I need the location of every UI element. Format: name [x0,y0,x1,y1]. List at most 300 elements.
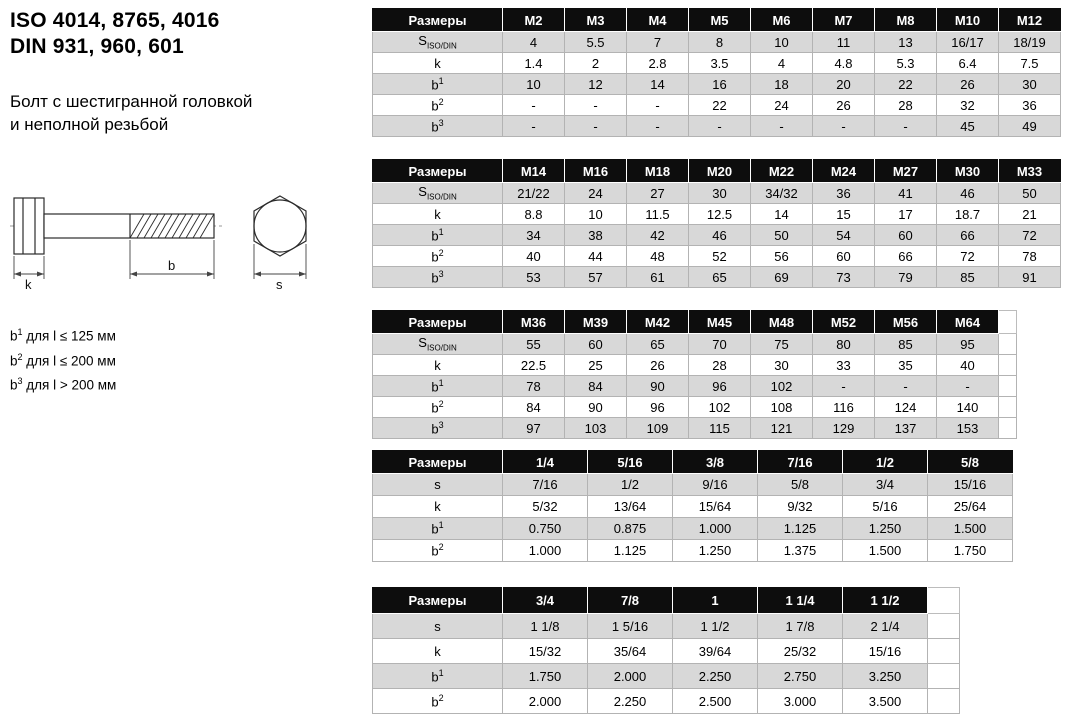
header-cell-size: M52 [813,311,875,334]
header-cell-size: 1 1/4 [758,588,843,614]
value-cell: 1 7/8 [758,614,843,639]
value-cell: 30 [689,183,751,204]
data-row [373,418,1017,439]
value-cell: 70 [689,334,751,355]
value-cell: 1.750 [503,664,588,689]
header-cell-size: M14 [503,160,565,183]
value-cell: 65 [627,334,689,355]
value-cell: 72 [999,225,1061,246]
value-cell: - [751,116,813,137]
value-cell: 73 [813,267,875,288]
row-label: $b^2$ [373,246,503,267]
title-din: DIN 931, 960, 601 [10,35,184,58]
value-cell: 61 [627,267,689,288]
value-cell [928,639,960,664]
note-b1: $b^1$ для l ≤ 125 мм [10,327,116,344]
row-label: $b^2$ [373,397,503,418]
data-row [373,267,1061,288]
value-cell: 5/32 [503,496,588,518]
value-cell: 18/19 [999,32,1061,53]
value-cell: 91 [999,267,1061,288]
header-cell-size: M42 [627,311,689,334]
row-label: $b^1$ [373,376,503,397]
value-cell: 34/32 [751,183,813,204]
value-cell: 57 [565,267,627,288]
value-cell: 0.875 [588,518,673,540]
value-cell [999,418,1017,439]
row-label: $b^1$ [373,74,503,95]
header-cell-label: Размеры [373,451,503,474]
header-row [373,588,960,614]
value-cell: 9/32 [758,496,843,518]
value-cell: 38 [565,225,627,246]
value-cell: - [813,376,875,397]
value-cell: 13/64 [588,496,673,518]
data-row [373,518,1013,540]
data-row [373,639,960,664]
header-cell-size: M48 [751,311,813,334]
value-cell: 26 [937,74,999,95]
value-cell: 60 [813,246,875,267]
dim-s-label: s [276,277,283,292]
value-cell: 1.375 [758,540,843,562]
value-cell: 10 [565,204,627,225]
value-cell: 1 1/8 [503,614,588,639]
value-cell: 1.250 [673,540,758,562]
note-b3: $b^3$ для l > 200 мм [10,376,117,393]
value-cell [928,664,960,689]
value-cell: 49 [999,116,1061,137]
header-cell-size: 7/8 [588,588,673,614]
header-cell-size: 5/8 [928,451,1013,474]
note-b2: $b^2$ для l ≤ 200 мм [10,351,116,368]
value-cell: 60 [565,334,627,355]
value-cell [999,334,1017,355]
row-label: $b^3$ [373,116,503,137]
value-cell: 1.500 [928,518,1013,540]
header-cell-size: 1/4 [503,451,588,474]
dim-k-label: k [25,277,32,292]
value-cell: 24 [565,183,627,204]
value-cell: 1.000 [503,540,588,562]
value-cell: 36 [999,95,1061,116]
value-cell: 1.125 [588,540,673,562]
value-cell: - [503,95,565,116]
header-cell-size: M64 [937,311,999,334]
row-label: $b^3$ [373,267,503,288]
bolt-drawing [10,188,340,292]
data-row [373,496,1013,518]
value-cell: 54 [813,225,875,246]
value-cell [928,614,960,639]
header-cell-empty [999,311,1017,334]
dim-b-label: b [168,258,176,273]
value-cell: 124 [875,397,937,418]
value-cell: 34 [503,225,565,246]
value-cell: 25/64 [928,496,1013,518]
value-cell: 25 [565,355,627,376]
value-cell: 2.250 [673,664,758,689]
value-cell: 55 [503,334,565,355]
data-row [373,474,1013,496]
value-cell: 4 [503,32,565,53]
value-cell: 2.000 [503,689,588,714]
header-cell-size: M56 [875,311,937,334]
value-cell: 15/16 [843,639,928,664]
value-cell: 78 [999,246,1061,267]
value-cell: 3.250 [843,664,928,689]
value-cell: 96 [627,397,689,418]
header-cell-size: M39 [565,311,627,334]
value-cell: 85 [875,334,937,355]
data-row [373,376,1017,397]
value-cell: 90 [627,376,689,397]
value-cell: 115 [689,418,751,439]
value-cell: 3.000 [758,689,843,714]
data-row [373,74,1061,95]
row-label: $b^1$ [373,518,503,540]
value-cell: 85 [937,267,999,288]
header-cell-size: M6 [751,9,813,32]
value-cell: 52 [689,246,751,267]
value-cell: 137 [875,418,937,439]
value-cell: 22.5 [503,355,565,376]
header-cell-size: 3/8 [673,451,758,474]
bolt-side-view [14,198,214,254]
header-cell-size: M22 [751,160,813,183]
value-cell: 30 [999,74,1061,95]
value-cell: 25/32 [758,639,843,664]
value-cell: 7 [627,32,689,53]
value-cell: 2.8 [627,53,689,74]
header-cell-size: M10 [937,9,999,32]
header-cell-size: M16 [565,160,627,183]
subtitle-line2: и неполной резьбой [10,115,169,134]
value-cell: - [875,116,937,137]
dimension-table-m2-m12 [372,8,1061,137]
value-cell: 21/22 [503,183,565,204]
header-cell-label: Размеры [373,9,503,32]
value-cell: 42 [627,225,689,246]
data-row [373,116,1061,137]
value-cell: 4 [751,53,813,74]
value-cell [999,397,1017,418]
value-cell: 1.4 [503,53,565,74]
value-cell: 26 [813,95,875,116]
value-cell: 102 [751,376,813,397]
value-cell: 65 [689,267,751,288]
header-cell-size: M8 [875,9,937,32]
subtitle-line1: Болт с шестигранной головкой [10,92,253,111]
header-row [373,451,1013,474]
value-cell: - [627,116,689,137]
value-cell: 60 [875,225,937,246]
value-cell: 7/16 [503,474,588,496]
header-cell-size: M5 [689,9,751,32]
value-cell: 50 [751,225,813,246]
value-cell: 95 [937,334,999,355]
value-cell: 22 [689,95,751,116]
header-cell-size: 1 [673,588,758,614]
value-cell: 103 [565,418,627,439]
value-cell: 4.8 [813,53,875,74]
dimension-table-m36-m64 [372,310,1017,439]
data-row [373,225,1061,246]
value-cell: - [503,116,565,137]
value-cell: 78 [503,376,565,397]
value-cell [928,689,960,714]
value-cell: 1.125 [758,518,843,540]
header-cell-size: M45 [689,311,751,334]
value-cell: 7.5 [999,53,1061,74]
info-panel [0,0,372,720]
value-cell: 30 [751,355,813,376]
value-cell: 15/32 [503,639,588,664]
data-row [373,53,1061,74]
value-cell: - [627,95,689,116]
value-cell: 48 [627,246,689,267]
value-cell: 21 [999,204,1061,225]
row-label: k [373,496,503,518]
row-label: k [373,204,503,225]
value-cell: - [875,376,937,397]
value-cell: 2.750 [758,664,843,689]
header-cell-label: Размеры [373,160,503,183]
page-subtitle [10,90,372,136]
value-cell: 27 [627,183,689,204]
value-cell: 40 [937,355,999,376]
header-cell-size: M30 [937,160,999,183]
row-label: $b^1$ [373,664,503,689]
value-cell: 14 [627,74,689,95]
header-cell-size: M36 [503,311,565,334]
value-cell: 116 [813,397,875,418]
value-cell: 3/4 [843,474,928,496]
header-cell-size: M4 [627,9,689,32]
data-row [373,204,1061,225]
value-cell: 26 [627,355,689,376]
value-cell: 28 [689,355,751,376]
value-cell: 32 [937,95,999,116]
value-cell: 129 [813,418,875,439]
value-cell: 2.250 [588,689,673,714]
value-cell: 108 [751,397,813,418]
value-cell: 1 5/16 [588,614,673,639]
value-cell: 96 [689,376,751,397]
value-cell: 14 [751,204,813,225]
value-cell: 56 [751,246,813,267]
value-cell: 1.500 [843,540,928,562]
value-cell: 15 [813,204,875,225]
value-cell: 20 [813,74,875,95]
header-cell-size: M7 [813,9,875,32]
value-cell [999,355,1017,376]
row-label: s [373,614,503,639]
dimension-table-inch-small [372,450,1013,562]
header-cell-size: M12 [999,9,1061,32]
bolt-end-view [254,196,306,256]
value-cell: 8 [689,32,751,53]
value-cell: 40 [503,246,565,267]
row-label: k [373,639,503,664]
tables-panel [372,0,1067,720]
data-row [373,540,1013,562]
header-cell-size: M2 [503,9,565,32]
value-cell: 66 [875,246,937,267]
header-row [373,311,1017,334]
value-cell: 10 [503,74,565,95]
value-cell: 24 [751,95,813,116]
value-cell: 5.3 [875,53,937,74]
data-row [373,334,1017,355]
value-cell: 28 [875,95,937,116]
header-cell-size: M3 [565,9,627,32]
value-cell: 5.5 [565,32,627,53]
row-label: $b^2$ [373,540,503,562]
value-cell: 5/8 [758,474,843,496]
row-label: k [373,355,503,376]
value-cell: 13 [875,32,937,53]
value-cell: 44 [565,246,627,267]
thread-length-notes [10,322,372,396]
value-cell: 1/2 [588,474,673,496]
value-cell: 16 [689,74,751,95]
data-row [373,664,960,689]
value-cell: - [565,116,627,137]
value-cell: 2.500 [673,689,758,714]
value-cell: 46 [937,183,999,204]
value-cell: 18 [751,74,813,95]
value-cell: 109 [627,418,689,439]
row-label: $b^2$ [373,95,503,116]
value-cell: 9/16 [673,474,758,496]
value-cell: 22 [875,74,937,95]
value-cell: 80 [813,334,875,355]
data-row [373,246,1061,267]
header-cell-size: M24 [813,160,875,183]
value-cell: 35 [875,355,937,376]
data-row [373,183,1061,204]
value-cell: 72 [937,246,999,267]
value-cell: 53 [503,267,565,288]
value-cell: 3.5 [689,53,751,74]
value-cell: 50 [999,183,1061,204]
value-cell: 11 [813,32,875,53]
row-label: $b^3$ [373,418,503,439]
value-cell: 33 [813,355,875,376]
header-cell-label: Размеры [373,588,503,614]
data-row [373,32,1061,53]
value-cell: 1.000 [673,518,758,540]
row-label: $b^1$ [373,225,503,246]
value-cell: 69 [751,267,813,288]
header-cell-size: M27 [875,160,937,183]
page-title [10,8,372,60]
header-cell-size: 1/2 [843,451,928,474]
row-label: $S_{ISO/DIN}$ [373,32,503,53]
value-cell: 102 [689,397,751,418]
value-cell: 66 [937,225,999,246]
header-cell-size: 3/4 [503,588,588,614]
value-cell: 35/64 [588,639,673,664]
header-row [373,160,1061,183]
value-cell: 18.7 [937,204,999,225]
value-cell [999,376,1017,397]
value-cell: 15/64 [673,496,758,518]
value-cell: 121 [751,418,813,439]
value-cell: 2 [565,53,627,74]
dimension-table-inch-large [372,587,960,714]
value-cell: 6.4 [937,53,999,74]
value-cell: 16/17 [937,32,999,53]
title-iso: ISO 4014, 8765, 4016 [10,9,220,32]
row-label: s [373,474,503,496]
value-cell: 11.5 [627,204,689,225]
dimension-table-m14-m33 [372,159,1061,288]
value-cell: 12.5 [689,204,751,225]
header-cell-size: M20 [689,160,751,183]
data-row [373,614,960,639]
value-cell: 17 [875,204,937,225]
header-cell-size: 1 1/2 [843,588,928,614]
value-cell: 12 [565,74,627,95]
value-cell: 90 [565,397,627,418]
value-cell: 5/16 [843,496,928,518]
value-cell: 97 [503,418,565,439]
value-cell: 2 1/4 [843,614,928,639]
value-cell: 84 [565,376,627,397]
value-cell: 10 [751,32,813,53]
data-row [373,689,960,714]
value-cell: 84 [503,397,565,418]
header-cell-size: 7/16 [758,451,843,474]
value-cell: 45 [937,116,999,137]
data-row [373,397,1017,418]
header-cell-size: M18 [627,160,689,183]
value-cell: 2.000 [588,664,673,689]
value-cell: 0.750 [503,518,588,540]
value-cell: - [689,116,751,137]
value-cell: 46 [689,225,751,246]
data-row [373,95,1061,116]
row-label: $S_{ISO/DIN}$ [373,334,503,355]
value-cell: 3.500 [843,689,928,714]
value-cell: 153 [937,418,999,439]
value-cell: 1.250 [843,518,928,540]
row-label: k [373,53,503,74]
value-cell: - [565,95,627,116]
value-cell: 140 [937,397,999,418]
value-cell: 1.750 [928,540,1013,562]
value-cell: 79 [875,267,937,288]
data-row [373,355,1017,376]
row-label: $S_{ISO/DIN}$ [373,183,503,204]
value-cell: 41 [875,183,937,204]
value-cell: 1 1/2 [673,614,758,639]
header-row [373,9,1061,32]
value-cell: 75 [751,334,813,355]
header-cell-label: Размеры [373,311,503,334]
header-cell-size: 5/16 [588,451,673,474]
value-cell: 8.8 [503,204,565,225]
value-cell: 36 [813,183,875,204]
value-cell: 39/64 [673,639,758,664]
header-cell-size: M33 [999,160,1061,183]
value-cell: - [937,376,999,397]
value-cell: 15/16 [928,474,1013,496]
value-cell: - [813,116,875,137]
row-label: $b^2$ [373,689,503,714]
